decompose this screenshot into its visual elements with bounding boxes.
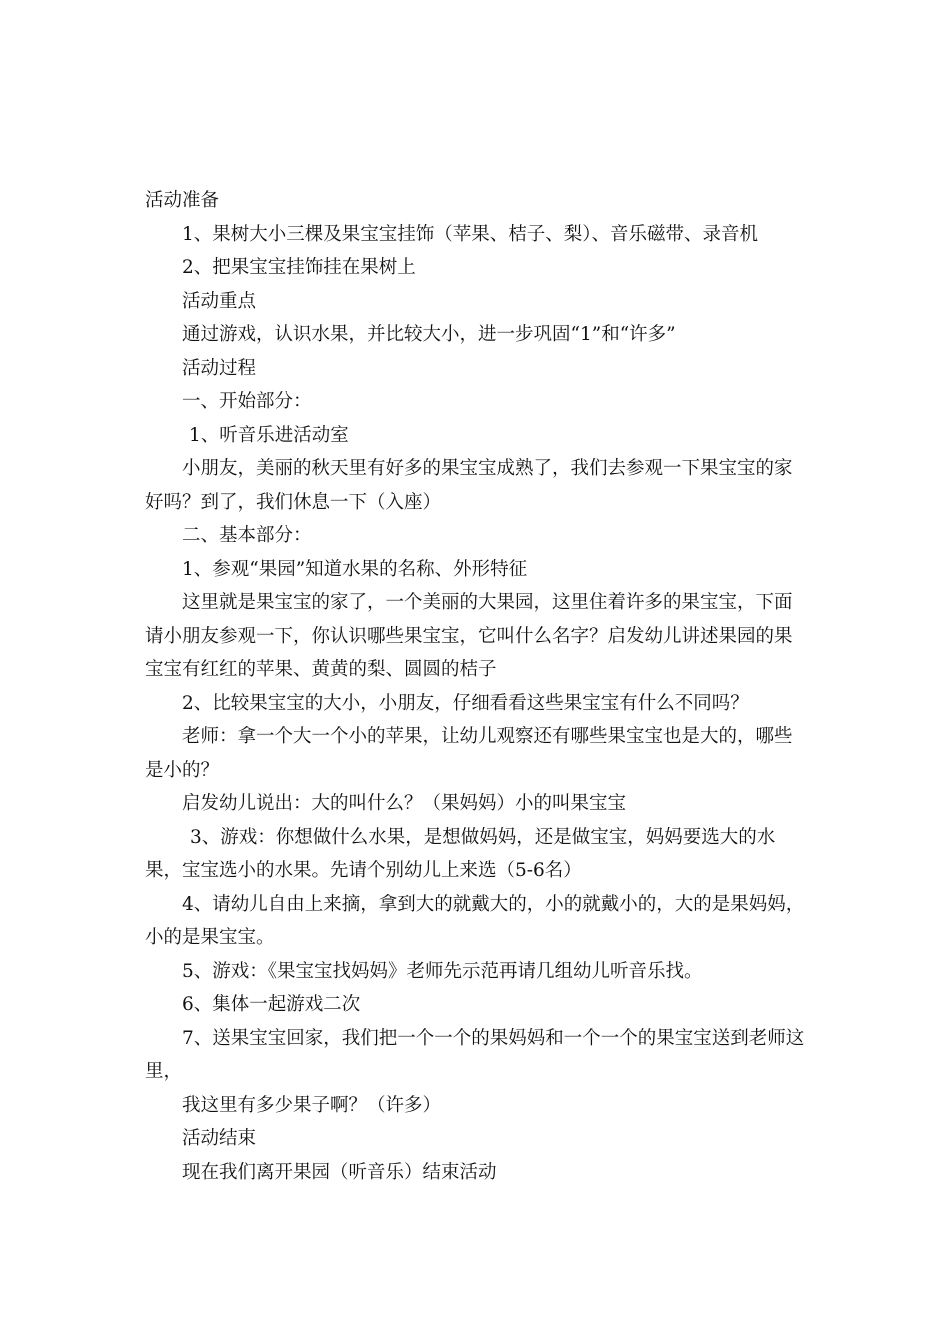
paragraph: 我这里有多少果子啊？（许多） <box>182 1094 442 1116</box>
paragraph: 3、游戏：你想做什么水果，是想做妈妈，还是做宝宝，妈妈要选大的水果，宝宝选小的水果。先请个别幼儿上来选（5-6名） <box>145 826 776 881</box>
section-heading-end: 活动结束 <box>182 1128 257 1149</box>
document-body <box>145 184 810 1189</box>
paragraph: 老师：拿一个大一个小的苹果，让幼儿观察还有哪些果宝宝也是大的，哪些是小的？ <box>145 726 793 781</box>
paragraph: 小朋友，美丽的秋天里有好多的果宝宝成熟了，我们去参观一下果宝宝的家好吗？到了，我们休息一下（入座） <box>145 458 793 513</box>
paragraph: 4、请幼儿自由上来摘，拿到大的就戴大的，小的就戴小的，大的是果妈妈，小的是果宝宝。 <box>145 893 805 948</box>
paragraph: 6、集体一起游戏二次 <box>182 994 361 1015</box>
paragraph: 5、游戏：《果宝宝找妈妈》老师先示范再请几组幼儿听音乐找。 <box>182 960 703 982</box>
section-heading-preparation: 活动准备 <box>145 190 220 211</box>
section-heading-process: 活动过程 <box>182 357 257 379</box>
paragraph: 这里就是果宝宝的家了，一个美丽的大果园，这里住着许多的果宝宝，下面请小朋友参观一下，你认识哪些果宝宝，它叫什么名字？启发幼儿讲述果园的果宝宝有红红的苹果、黄黄的梨、圆圆的桔子 <box>145 592 793 680</box>
subsection-heading-start: 一、开始部分： <box>182 391 312 412</box>
section-heading-focus: 活动重点 <box>182 290 257 312</box>
paragraph: 通过游戏，认识水果，并比较大小，进一步巩固“1”和“许多” <box>182 324 676 345</box>
paragraph: 2、比较果宝宝的大小，小朋友，仔细看看这些果宝宝有什么不同吗？ <box>182 692 749 714</box>
paragraph: 1、参观“果园”知道水果的名称、外形特征 <box>182 558 528 580</box>
paragraph: 启发幼儿说出：大的叫什么？（果妈妈）小的叫果宝宝 <box>182 793 627 814</box>
paragraph: 7、送果宝宝回家，我们把一个一个的果妈妈和一个一个的果宝宝送到老师这里， <box>145 1027 805 1082</box>
paragraph: 1、果树大小三棵及果宝宝挂饰（苹果、桔子、梨）、音乐磁带、录音机 <box>182 223 759 245</box>
paragraph: 现在我们离开果园（听音乐）结束活动 <box>182 1161 497 1183</box>
paragraph: 1、听音乐进活动室 <box>189 424 349 446</box>
paragraph: 2、把果宝宝挂饰挂在果树上 <box>182 257 416 278</box>
subsection-heading-basic: 二、基本部分： <box>182 525 312 546</box>
